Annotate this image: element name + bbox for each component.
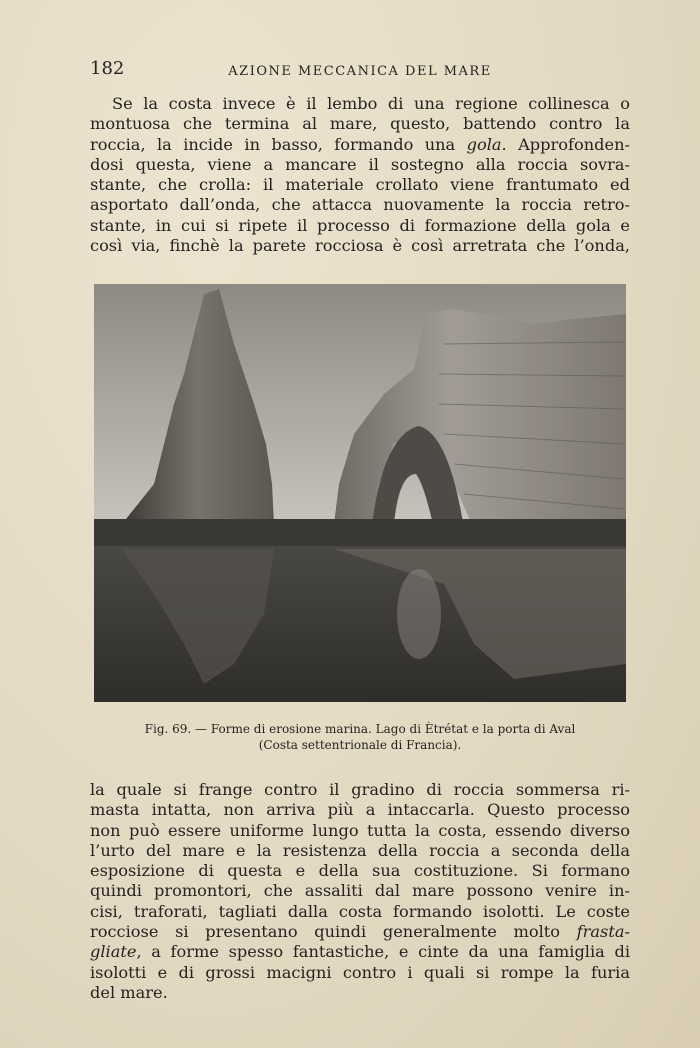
running-head: AZIONE MECCANICA DEL MARE <box>228 64 492 79</box>
text-line: cisi, traforati, tagliati dalla costa formando isolotti. Le coste <box>90 901 630 921</box>
text-line: masta intatta, non arriva più a intaccarla. Questo processo <box>90 800 630 820</box>
paragraph-bottom <box>90 780 630 1003</box>
page-number: 182 <box>90 58 125 79</box>
text-segment: , a forme spesso fantastiche, e cinte da una famiglia di <box>136 942 630 962</box>
text-line: dosi questa, viene a mancare il sostegno alla roccia sovra- <box>90 154 630 174</box>
text-segment: roccia, la incide in basso, formando una <box>90 134 467 154</box>
text-line: stante, in cui si ripete il processo di formazione della gola e <box>90 215 630 235</box>
text-line: asportato dall’onda, che attacca nuovamente la roccia retro- <box>90 195 630 215</box>
text-line: la quale si frange contro il gradino di roccia sommersa ri- <box>90 780 630 799</box>
text-line: isolotti e di grossi macigni contro i quali si rompe la furia <box>90 962 630 982</box>
text-line <box>90 942 630 962</box>
text-line: esposizione di questa e della sua costituzione. Si formano <box>90 861 630 881</box>
paragraph-top <box>90 94 630 256</box>
text-line: quindi promontori, che assaliti dal mare possono venire in- <box>90 881 630 901</box>
italic-term: gliate <box>90 942 137 962</box>
caption-line: Fig. 69. — Forme di erosione marina. Lago di Ètrétat e la porta di Aval <box>144 722 576 736</box>
text-segment: . Approfonden- <box>501 134 630 154</box>
caption-line: (Costa settentrionale di Francia). <box>258 738 462 752</box>
text-line: non può essere uniforme lungo tutta la costa, essendo diverso <box>90 820 630 840</box>
text-line: così via, finchè la parete rocciosa è così arretrata che l’onda, <box>90 236 630 256</box>
text-segment: rocciose si presentano quindi generalmente molto <box>90 922 577 942</box>
italic-term: frasta- <box>576 922 630 942</box>
text-line: l’urto del mare e la resistenza della roccia a seconda della <box>90 840 630 860</box>
text-line: del mare. <box>90 982 168 1002</box>
text-line <box>90 922 630 942</box>
figure-caption <box>100 721 620 753</box>
photo-etretat-arches <box>94 284 626 702</box>
text-line <box>90 135 630 155</box>
italic-term: gola <box>466 134 502 154</box>
text-line: Se la costa invece è il lembo di una regione collinesca o <box>112 94 630 113</box>
photo-illustration <box>94 284 626 702</box>
text-line: stante, che crolla: il materiale crollato viene frantumato ed <box>90 175 630 195</box>
text-line: montuosa che termina al mare, questo, battendo contro la <box>90 114 630 134</box>
